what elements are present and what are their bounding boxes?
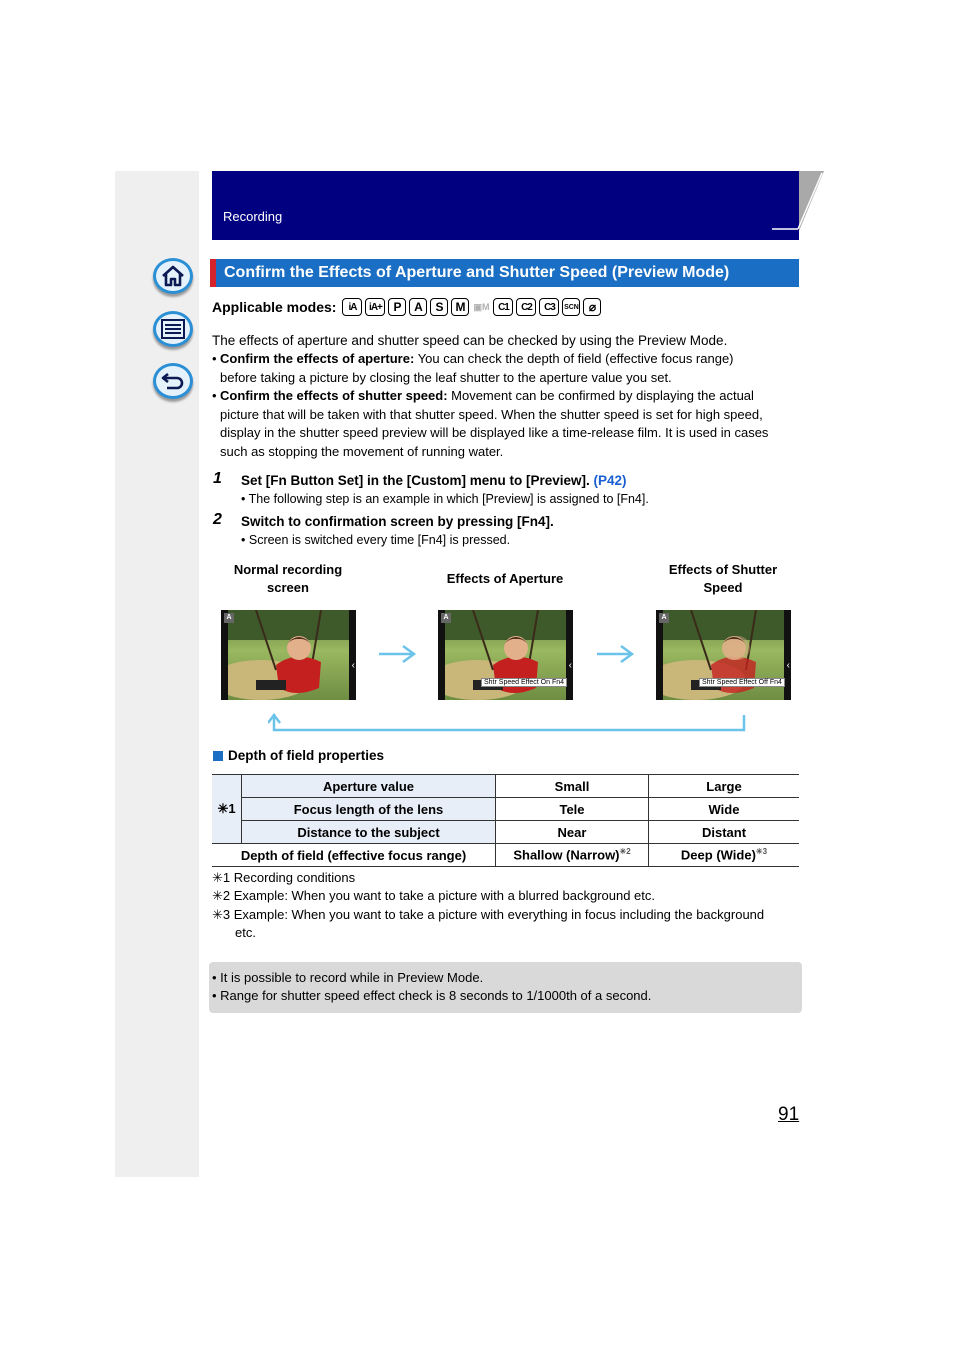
bullet-aperture-line: before taking a picture by closing the leaf shutter to the aperture value you set.	[220, 369, 672, 385]
arrow-right-icon	[377, 643, 417, 665]
home-icon	[160, 264, 186, 288]
dof-title-text: Depth of field properties	[228, 748, 385, 763]
screen-caption-line: Speed	[703, 580, 743, 595]
step-title	[241, 514, 554, 529]
modes-label: Applicable modes:	[212, 299, 337, 315]
note-item-text: Range for shutter speed effect check is 8 seconds to 1/1000th of a second.	[220, 988, 652, 1003]
mode-indicator: A	[224, 613, 234, 623]
screen-caption-line: Effects of Aperture	[446, 571, 564, 586]
page-number: 91	[778, 1104, 800, 1125]
note-item-text: It is possible to record while in Preview Mode.	[220, 970, 484, 985]
footnote: ✳3 Example: When you want to take a picture with everything in focus including the background	[212, 907, 765, 922]
mode-intelligent-auto-plus: iA+	[365, 298, 385, 316]
screen-caption-line: Effects of Shutter	[668, 562, 778, 577]
bullet-shutter-line: display in the shutter speed preview will be displayed like a time-release film. It is used in cases	[220, 425, 769, 440]
dof-section-title	[213, 748, 384, 763]
bullet-aperture-lead: Confirm the effects of aperture:	[220, 351, 415, 366]
bullet-shutter: • Confirm the effects of shutter speed: Movement can be confirmed by displaying the actual picture that will be taken with that shutter speed. When the shutter speed is set for high speed, display in the shutter speed preview will be displayed like a time-release film. It is used in cases such as stopping the movement of running water.	[212, 388, 769, 459]
table-row	[212, 775, 799, 798]
step-title-text: Switch to confirmation screen by pressing [Fn4].	[241, 514, 554, 529]
shutter-effect-overlay	[481, 678, 567, 687]
step-note: • The following step is an example in which [Preview] is assigned to [Fn4].	[241, 492, 649, 506]
screen-caption	[430, 570, 580, 588]
mode-shutter: S	[430, 298, 448, 316]
screen-caption-line: screen	[267, 580, 309, 595]
mode-intelligent-auto: iA	[342, 298, 362, 316]
table-row	[212, 821, 799, 844]
overlay-text: Shtr Speed Effect On	[484, 679, 551, 686]
mode-indicator: A	[659, 613, 669, 623]
table-cell: Focus length of the lens	[242, 798, 496, 821]
screen-caption	[650, 561, 796, 597]
note-item: • Range for shutter speed effect check is 8 seconds to 1/1000th of a second.	[212, 988, 652, 1003]
bullet-shutter-line: such as stopping the movement of running water.	[220, 443, 504, 459]
table-row	[212, 844, 799, 867]
section-label: Recording	[223, 209, 283, 224]
chevron-left-icon: ‹	[351, 660, 355, 671]
screen-aperture-preview	[438, 610, 573, 700]
overlay-fn: Fn4	[551, 679, 565, 686]
mode-custom-2: C2	[516, 298, 536, 316]
table-cell	[649, 844, 800, 867]
table-cell: Wide	[649, 798, 800, 821]
bullet-aperture-line: You can check the depth of field (effective focus range)	[414, 351, 734, 366]
page-title: Confirm the Effects of Aperture and Shutter Speed (Preview Mode)	[210, 259, 799, 287]
menu-button[interactable]	[153, 311, 193, 347]
footnote: etc.	[235, 925, 256, 940]
chevron-left-icon: ‹	[568, 660, 572, 671]
footnote-marker: ✳3	[755, 847, 768, 857]
screen-normal	[221, 610, 356, 700]
mode-indicator: A	[441, 613, 451, 623]
step-note-text: Screen is switched every time [Fn4] is pressed.	[248, 533, 511, 547]
back-arrow-icon	[160, 370, 186, 392]
overlay-text: Shtr Speed Effect Off	[702, 679, 768, 686]
intro-text: The effects of aperture and shutter speed can be checked by using the Preview Mode.	[212, 333, 728, 348]
screen-caption	[218, 561, 358, 597]
bullet-aperture: • Confirm the effects of aperture: You can check the depth of field (effective focus range) before taking a picture by closing the leaf shutter to the aperture value you set.	[212, 351, 734, 385]
home-button[interactable]	[153, 258, 193, 294]
header-corner	[772, 171, 824, 231]
mode-custom-1: C1	[493, 298, 513, 316]
bullet-shutter-line: picture that will be taken with that shutter speed. When the shutter speed is set for high speed,	[220, 406, 763, 422]
step-number: 1	[213, 470, 222, 487]
table-cell: Tele	[496, 798, 649, 821]
header-band	[212, 171, 799, 240]
table-cell: Large	[649, 775, 800, 798]
mode-custom-3: C3	[539, 298, 559, 316]
step-note: • Screen is switched every time [Fn4] is pressed.	[241, 533, 511, 547]
table-cell: Near	[496, 821, 649, 844]
footnote-marker: ✳2	[619, 847, 631, 857]
screen-caption-line: Normal recording	[233, 562, 343, 577]
mode-creative-control: ⌀	[583, 298, 601, 316]
bullet-shutter-lead: Confirm the effects of shutter speed:	[220, 388, 448, 403]
mode-manual: M	[451, 298, 469, 316]
table-cell: Aperture value	[242, 775, 496, 798]
back-button[interactable]	[153, 363, 193, 399]
note-item: • It is possible to record while in Preview Mode.	[212, 970, 484, 985]
table-cell: Distant	[649, 821, 800, 844]
step-title-text: Set [Fn Button Set] in the [Custom] menu to [Preview].	[241, 473, 590, 488]
return-arrow-icon	[268, 713, 748, 735]
step-number: 2	[213, 511, 222, 528]
step-title	[241, 473, 627, 488]
arrow-right-icon	[595, 643, 635, 665]
menu-list-icon	[160, 318, 186, 340]
dof-table	[212, 774, 799, 867]
bullet-shutter-line: Movement can be confirmed by displaying the actual	[447, 388, 754, 403]
square-bullet-icon	[213, 751, 223, 761]
applicable-modes	[212, 296, 604, 318]
mode-program: P	[388, 298, 406, 316]
mode-aperture: A	[409, 298, 427, 316]
screen-shutter-preview	[656, 610, 791, 700]
shutter-effect-overlay	[699, 678, 785, 687]
step-page-link[interactable]: (P42)	[593, 473, 627, 488]
conditions-marker: ✳1	[212, 775, 242, 844]
table-cell	[496, 844, 649, 867]
footnote: ✳1 Recording conditions	[212, 870, 356, 885]
step-note-text: The following step is an example in which [Preview] is assigned to [Fn4].	[248, 492, 649, 506]
dof-shallow: Shallow (Narrow)	[513, 847, 620, 863]
dof-deep: Deep (Wide)	[680, 847, 756, 863]
mode-scene-guide: SCN	[562, 298, 580, 316]
mode-creative-video: ▣M	[472, 298, 490, 316]
table-row	[212, 798, 799, 821]
chevron-left-icon: ‹	[786, 660, 790, 671]
overlay-fn: Fn4	[769, 679, 782, 686]
table-cell: Small	[496, 775, 649, 798]
table-cell: Depth of field (effective focus range)	[212, 844, 496, 867]
footnote: ✳2 Example: When you want to take a picture with a blurred background etc.	[212, 888, 656, 903]
table-cell: Distance to the subject	[242, 821, 496, 844]
